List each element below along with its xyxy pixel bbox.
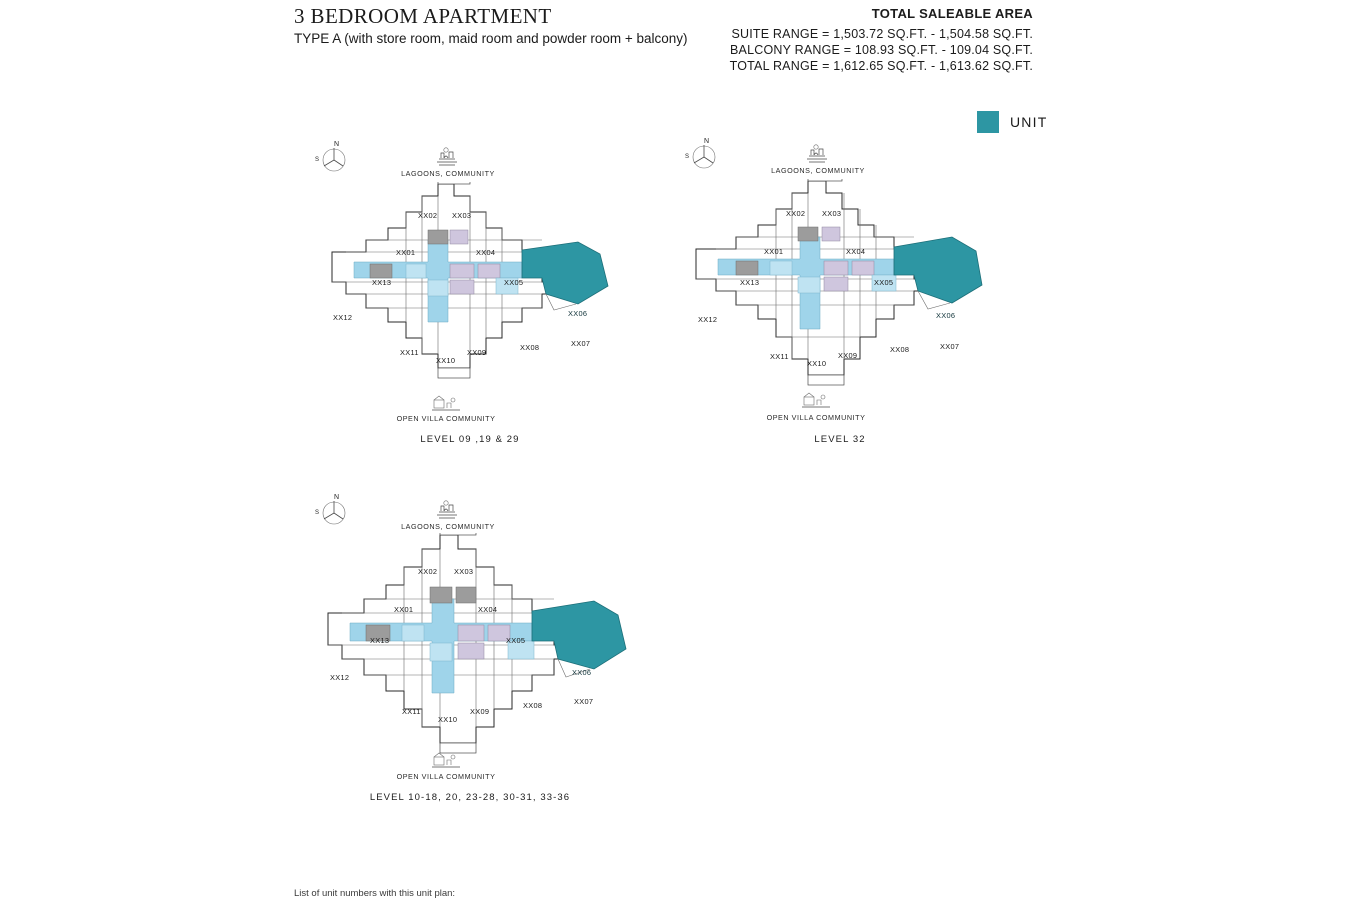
unit-tag-xx11: XX11 xyxy=(400,348,419,357)
unit-tag-xx07: XX07 xyxy=(940,342,960,351)
unit-tag-xx11: XX11 xyxy=(402,707,421,716)
floor-plan-level-32 xyxy=(670,137,1030,457)
legend-unit-label: UNIT xyxy=(1010,114,1048,130)
level-label: LEVEL 10-18, 20, 23-28, 30-31, 33-36 xyxy=(369,792,571,803)
unit-tag-xx05: XX05 xyxy=(874,278,894,287)
unit-tag-xx10: XX10 xyxy=(438,715,458,724)
unit-tag-xx03: XX03 xyxy=(452,211,472,220)
top-context-label: LAGOONS, COMMUNITY xyxy=(401,522,495,531)
unit-tag-xx02: XX02 xyxy=(786,209,806,218)
legend-unit-swatch xyxy=(977,111,999,133)
lagoons-community-icon xyxy=(433,498,461,520)
bottom-context-label: OPEN VILLA COMMUNITY xyxy=(766,413,866,422)
floor-plan-drawing xyxy=(680,179,1020,394)
unit-tag-xx02: XX02 xyxy=(418,211,438,220)
unit-tag-xx07: XX07 xyxy=(574,697,594,706)
open-villa-community-icon xyxy=(801,391,831,409)
level-label: LEVEL 09 ,19 & 29 xyxy=(420,434,520,445)
unit-tag-xx05: XX05 xyxy=(506,636,526,645)
compass-south-label: S xyxy=(685,154,690,160)
lagoons-community-icon xyxy=(803,142,831,164)
unit-tag-xx04: XX04 xyxy=(476,248,496,257)
unit-tag-xx09: XX09 xyxy=(470,707,490,716)
unit-tag-xx06: XX06 xyxy=(936,311,956,320)
area-line-balcony: BALCONY RANGE = 108.93 SQ.FT. - 109.04 SQ.FT. xyxy=(730,43,1033,57)
footnote: List of unit numbers with this unit plan: xyxy=(294,888,456,899)
compass-south-label: S xyxy=(315,510,320,516)
unit-tag-xx10: XX10 xyxy=(436,356,456,365)
legend xyxy=(977,111,1047,133)
unit-tag-xx13: XX13 xyxy=(370,636,390,645)
unit-tag-xx09: XX09 xyxy=(838,351,858,360)
unit-tag-xx01: XX01 xyxy=(396,248,416,257)
top-context-label: LAGOONS, COMMUNITY xyxy=(771,166,865,175)
floor-plan-level-10-18-20-23-28-30-31-33-36 xyxy=(300,493,670,823)
unit-tag-xx12: XX12 xyxy=(330,673,350,682)
compass-icon xyxy=(315,494,356,527)
unit-tag-xx11: XX11 xyxy=(770,352,789,361)
total-saleable-area xyxy=(613,6,1033,74)
compass-icon xyxy=(685,138,726,171)
unit-tag-xx07: XX07 xyxy=(571,339,591,348)
page-subtitle: TYPE A (with store room, maid room and powder room + balcony) xyxy=(294,31,688,46)
unit-tag-xx12: XX12 xyxy=(333,313,353,322)
unit-tag-xx08: XX08 xyxy=(523,701,543,710)
unit-tag-xx03: XX03 xyxy=(822,209,842,218)
unit-tag-xx13: XX13 xyxy=(740,278,760,287)
unit-tag-xx08: XX08 xyxy=(520,343,540,352)
compass-north-label: N xyxy=(334,141,340,148)
area-title: TOTAL SALEABLE AREA xyxy=(871,6,1033,21)
lagoons-community-icon xyxy=(433,145,461,167)
floor-plan-drawing xyxy=(310,182,650,392)
compass-icon xyxy=(315,141,356,174)
bottom-context-label: OPEN VILLA COMMUNITY xyxy=(396,414,496,423)
unit-tag-xx12: XX12 xyxy=(698,315,718,324)
unit-tag-xx04: XX04 xyxy=(478,605,498,614)
unit-tag-xx01: XX01 xyxy=(394,605,414,614)
level-label: LEVEL 32 xyxy=(814,434,866,445)
unit-tag-xx09: XX09 xyxy=(467,348,487,357)
bottom-context-label: OPEN VILLA COMMUNITY xyxy=(396,772,496,781)
open-villa-community-icon xyxy=(431,394,461,412)
floor-plan-level-09-19-29 xyxy=(300,140,660,460)
unit-tag-xx10: XX10 xyxy=(807,359,827,368)
compass-south-label: S xyxy=(315,157,320,163)
open-villa-community-icon xyxy=(431,751,461,769)
unit-tag-xx05: XX05 xyxy=(504,278,524,287)
page-title: 3 BEDROOM APARTMENT xyxy=(294,4,552,28)
top-context-label: LAGOONS, COMMUNITY xyxy=(401,169,495,178)
unit-tag-xx08: XX08 xyxy=(890,345,910,354)
compass-north-label: N xyxy=(334,494,340,501)
floor-plan-drawing xyxy=(308,533,668,763)
unit-tag-xx06: XX06 xyxy=(572,668,592,677)
unit-tag-xx03: XX03 xyxy=(454,567,474,576)
unit-tag-xx06: XX06 xyxy=(568,309,588,318)
unit-tag-xx01: XX01 xyxy=(764,247,784,256)
unit-tag-xx13: XX13 xyxy=(372,278,392,287)
area-line-total: TOTAL RANGE = 1,612.65 SQ.FT. - 1,613.62 SQ.FT. xyxy=(729,59,1033,73)
unit-tag-xx02: XX02 xyxy=(418,567,438,576)
area-line-suite: SUITE RANGE = 1,503.72 SQ.FT. - 1,504.58 SQ.FT. xyxy=(731,27,1033,41)
unit-tag-xx04: XX04 xyxy=(846,247,866,256)
compass-north-label: N xyxy=(704,138,710,145)
